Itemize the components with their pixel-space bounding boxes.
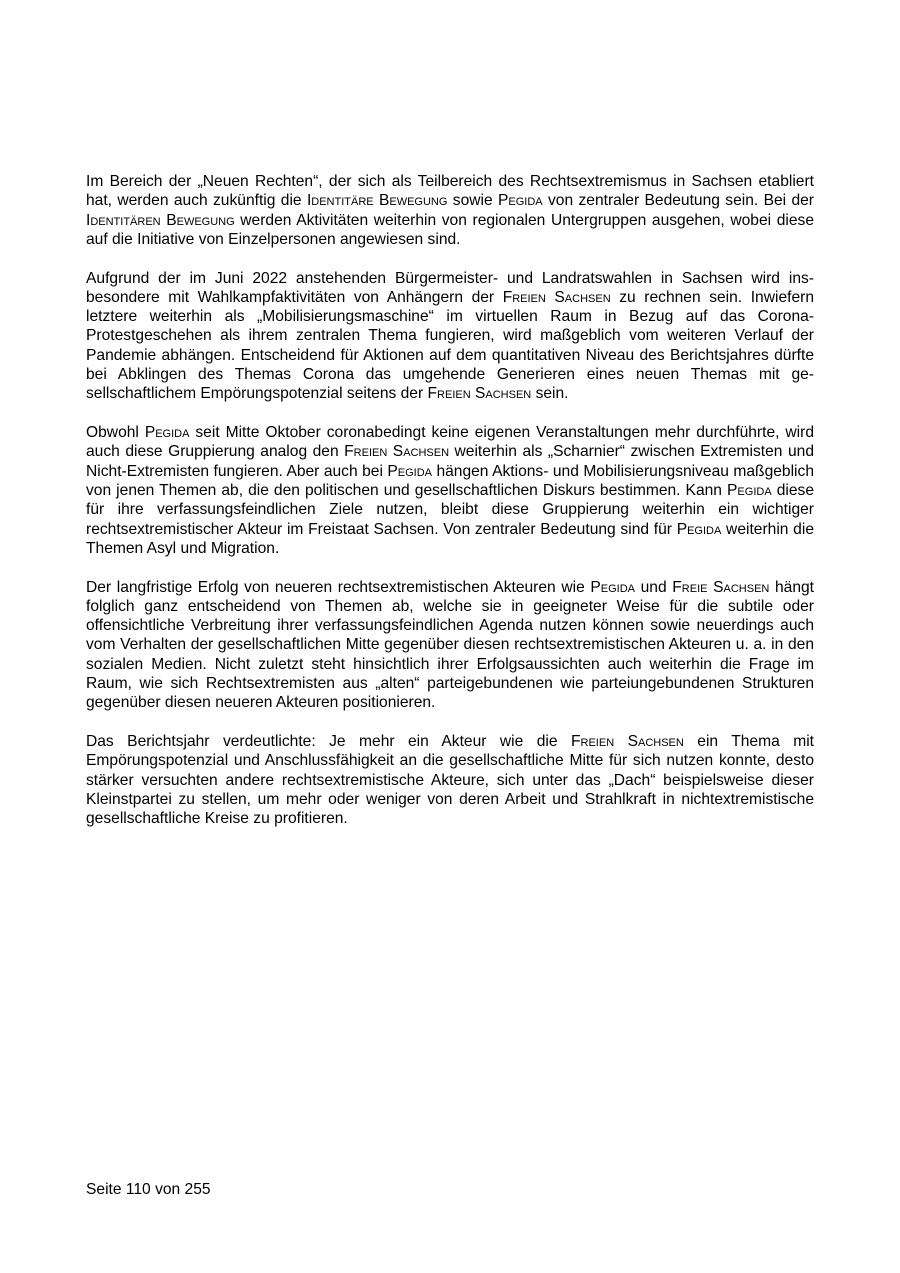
organization-name: Pegida [387, 462, 432, 480]
paragraph-text: seit Mitte Oktober coronabedingt keine eigenen Veranstaltungen mehr durchführte, wird auch diese Gruppierung analog den [86, 424, 814, 461]
paragraph-text: weiterhin die Themen Asyl und Migration. [86, 520, 814, 557]
page-number: Seite 110 von 255 [86, 1181, 211, 1198]
paragraph-text: weiterhin als „Scharnier“ zwischen Extremisten und Nicht-Extremisten fungieren. Aber auch bei [86, 443, 814, 480]
paragraph-text: sein. [531, 385, 569, 403]
paragraph-text: zu rechnen sein. Inwiefern letztere weiterhin als „Mobilisierungsmaschine“ im virtuellen Raum in Bezug auf das Corona-Protestgeschehen als ihrem zentralen Thema fungieren, wird maßgeblich vom weiteren Verlauf der Pandemie abhängen. Entscheidend für Aktionen auf dem quantitativen Niveau des Berichtsjahres dürfte bei Abklingen des Themas Corona das umgehende Generieren eines neuen Themas mit gesellschaftlichem Empörungspotenzial seitens der [86, 288, 814, 403]
body-paragraph [86, 732, 814, 828]
paragraph-text: werden Aktivitäten weiterhin von regionalen Untergruppen ausgehen, wobei diese auf die Initiative von Einzelpersonen angewiesen sind. [86, 211, 814, 248]
paragraph-text: Der langfristige Erfolg von neueren rechtsextremistischen Akteuren wie [86, 578, 591, 596]
body-paragraph [86, 269, 814, 404]
organization-name: Pegida [676, 520, 722, 538]
paragraph-text: ein Thema mit Empörungspotenzial und Anschlussfähigkeit an die gesellschaftliche Mitte für sich nutzen konnte, desto stärker versuchten andere rechtsextremistische Akteure, sich unter das „Dach“ beispielsweise dieser Kleinstpartei zu stellen, um mehr oder weniger von deren Arbeit und Strahlkraft in nichtextremistische gesellschaftliche Kreise zu profitieren. [86, 732, 814, 828]
document-body [86, 172, 814, 848]
organization-name: Freien Sachsen [502, 288, 611, 306]
body-paragraph [86, 172, 814, 249]
organization-name: Freie Sachsen [672, 578, 770, 596]
paragraph-text: hängen Aktions- und Mobilisierungsniveau maßgeblich von jenen Themen ab, die den politischen und gesellschaftlichen Diskurs bestimmen. Kann [86, 462, 814, 499]
paragraph-text: von zentraler Bedeutung sein. Bei der [542, 192, 814, 210]
paragraph-text: diese für ihre verfassungsfeindlichen Ziele nutzen, bleibt diese Gruppierung weiterhin ein wichtiger rechtsextremistischer Akteur im Freistaat Sachsen. Von zentraler Bedeutung sind für [86, 481, 814, 538]
paragraph-text: Im Bereich der „Neuen Rechten“, der sich als Teilbereich des Rechtsextremismus in Sachsen etabliert hat, werden auch zukünftig die [86, 173, 814, 210]
paragraph-text: und [635, 578, 673, 596]
paragraph-text: sowie [447, 192, 498, 210]
body-paragraph [86, 578, 814, 713]
organization-name: Freien Sachsen [427, 385, 532, 403]
paragraph-text: Aufgrund der im Juni 2022 anstehenden Bürgermeister- und Landratswahlen in Sachsen wird insbesondere mit Wahlkampfaktivitäten von Anhängern der [86, 269, 814, 306]
organization-name: Identitären Bewegung [86, 211, 235, 229]
organization-name: Pegida [590, 578, 636, 596]
organization-name: Freien Sachsen [344, 443, 450, 461]
organization-name: Pegida [144, 424, 190, 442]
organization-name: Identitäre Bewegung [306, 192, 448, 210]
paragraph-text: hängt folglich ganz entscheidend von Themen ab, welche sie in geeigneter Weise für die subtile oder offensichtliche Verbreitung ihrer verfassungsfeindlichen Agenda nutzen können sowie neuerdings auch vom Verhalten der gesellschaftlichen Mitte gegenüber diesen rechtsextremistischen Akteuren u. a. in den sozialen Medien. Nicht zuletzt steht hinsichtlich ihrer Erfolgsaussichten auch weiterhin die Frage im Raum, wie sich Rechtsextremisten aus „alten“ parteigebundenen wie parteiungebundenen Strukturen gegenüber diesen neueren Akteuren positionieren. [86, 578, 815, 712]
organization-name: Pegida [498, 192, 543, 210]
organization-name: Freien Sachsen [571, 732, 684, 750]
organization-name: Pegida [727, 481, 772, 499]
paragraph-text: Obwohl [86, 424, 145, 442]
paragraph-text: Das Berichtsjahr verdeutlichte: Je mehr ein Akteur wie die [86, 732, 571, 750]
body-paragraph [86, 423, 814, 558]
